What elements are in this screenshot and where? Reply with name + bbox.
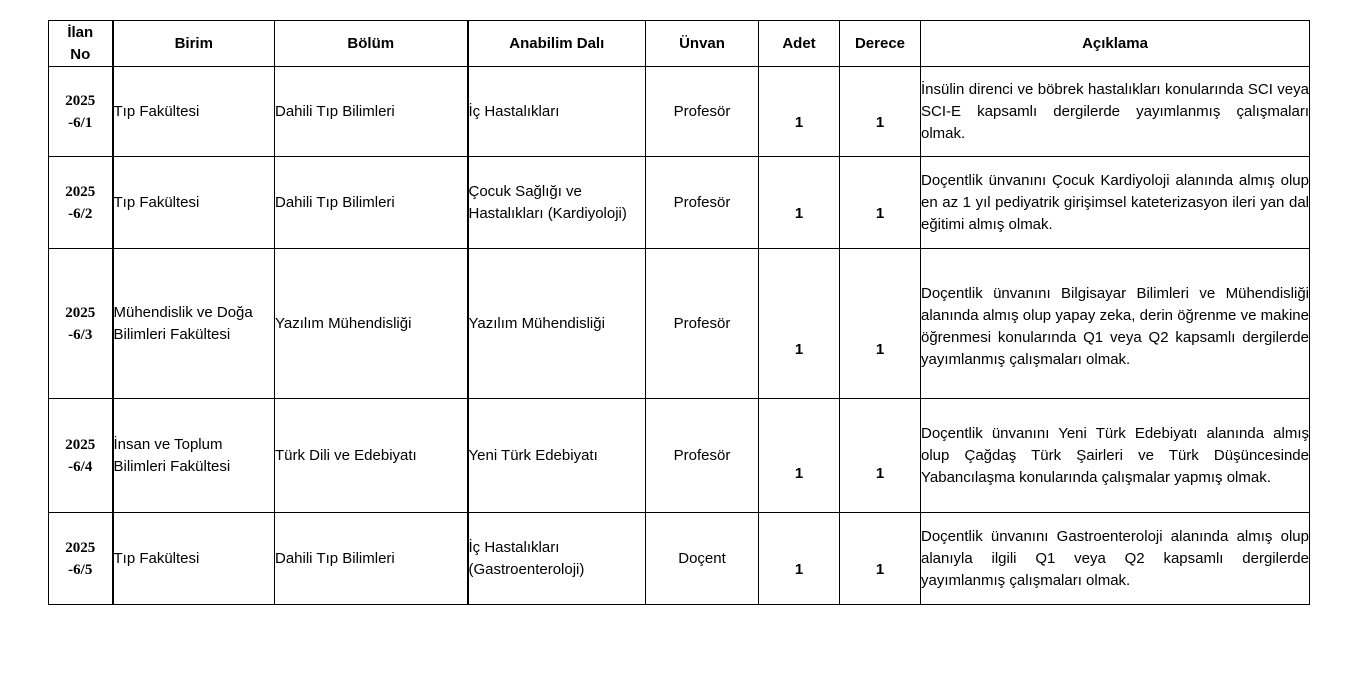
header-anabilim-dali: Anabilim Dalı	[468, 21, 646, 67]
table-row	[49, 249, 1310, 399]
adet-cell: 1	[759, 513, 840, 605]
header-birim: Birim	[113, 21, 275, 67]
bolum-cell: Dahili Tıp Bilimleri	[275, 513, 468, 605]
birim-cell: Tıp Fakültesi	[113, 157, 275, 249]
table-row	[49, 399, 1310, 513]
table-row	[49, 513, 1310, 605]
unvan-cell: Profesör	[646, 249, 759, 399]
aciklama-cell: Doçentlik ünvanını Yeni Türk Edebiyatı alanında almış olup Çağdaş Türk Şairleri ve Türk Düşüncesinde Yabancılaşma konularında çalışmalar yapmış olmak.	[921, 399, 1310, 513]
table-row	[49, 67, 1310, 157]
unvan-cell: Profesör	[646, 399, 759, 513]
bolum-cell: Türk Dili ve Edebiyatı	[275, 399, 468, 513]
unvan-cell: Profesör	[646, 67, 759, 157]
derece-cell: 1	[840, 513, 921, 605]
adet-cell: 1	[759, 67, 840, 157]
bolum-cell: Yazılım Mühendisliği	[275, 249, 468, 399]
bolum-cell: Dahili Tıp Bilimleri	[275, 67, 468, 157]
anabilim-dali-cell: Çocuk Sağlığı ve Hastalıkları (Kardiyoloji)	[468, 157, 646, 249]
ilan-no-cell: 2025 -6/1	[49, 67, 113, 157]
header-bolum: Bölüm	[275, 21, 468, 67]
aciklama-cell: Doçentlik ünvanını Çocuk Kardiyoloji alanında almış olup en az 1 yıl pediyatrik girişimsel kateterizasyon ileri yan dal eğitimi almış olmak.	[921, 157, 1310, 249]
derece-cell: 1	[840, 399, 921, 513]
birim-cell: İnsan ve Toplum Bilimleri Fakültesi	[113, 399, 275, 513]
header-row	[49, 21, 1310, 67]
anabilim-dali-cell: İç Hastalıkları (Gastroenteroloji)	[468, 513, 646, 605]
position-announcement-table	[48, 20, 1310, 605]
header-ilan-no: İlan No	[49, 21, 113, 67]
ilan-no-cell: 2025 -6/2	[49, 157, 113, 249]
anabilim-dali-cell: Yazılım Mühendisliği	[468, 249, 646, 399]
header-adet: Adet	[759, 21, 840, 67]
adet-cell: 1	[759, 157, 840, 249]
derece-cell: 1	[840, 67, 921, 157]
adet-cell: 1	[759, 249, 840, 399]
birim-cell: Mühendislik ve Doğa Bilimleri Fakültesi	[113, 249, 275, 399]
header-unvan: Ünvan	[646, 21, 759, 67]
aciklama-cell: Doçentlik ünvanını Gastroenteroloji alanında almış olup alanıyla ilgili Q1 veya Q2 kapsamlı dergilerde yayımlanmış çalışmaları olmak.	[921, 513, 1310, 605]
aciklama-cell: Doçentlik ünvanını Bilgisayar Bilimleri ve Mühendisliği alanında almış olup yapay zeka, derin öğrenme ve makine öğrenmesi konularında Q1 veya Q2 kapsamlı dergilerde yayımlanmış çalışmaları olmak.	[921, 249, 1310, 399]
unvan-cell: Profesör	[646, 157, 759, 249]
birim-cell: Tıp Fakültesi	[113, 513, 275, 605]
ilan-no-cell: 2025 -6/3	[49, 249, 113, 399]
birim-cell: Tıp Fakültesi	[113, 67, 275, 157]
derece-cell: 1	[840, 157, 921, 249]
table-row	[49, 157, 1310, 249]
header-aciklama: Açıklama	[921, 21, 1310, 67]
adet-cell: 1	[759, 399, 840, 513]
ilan-no-cell: 2025 -6/4	[49, 399, 113, 513]
aciklama-cell: İnsülin direnci ve böbrek hastalıkları konularında SCI veya SCI-E kapsamlı dergilerde yayımlanmış çalışmaları olmak.	[921, 67, 1310, 157]
derece-cell: 1	[840, 249, 921, 399]
unvan-cell: Doçent	[646, 513, 759, 605]
anabilim-dali-cell: Yeni Türk Edebiyatı	[468, 399, 646, 513]
bolum-cell: Dahili Tıp Bilimleri	[275, 157, 468, 249]
header-derece: Derece	[840, 21, 921, 67]
ilan-no-cell: 2025 -6/5	[49, 513, 113, 605]
anabilim-dali-cell: İç Hastalıkları	[468, 67, 646, 157]
